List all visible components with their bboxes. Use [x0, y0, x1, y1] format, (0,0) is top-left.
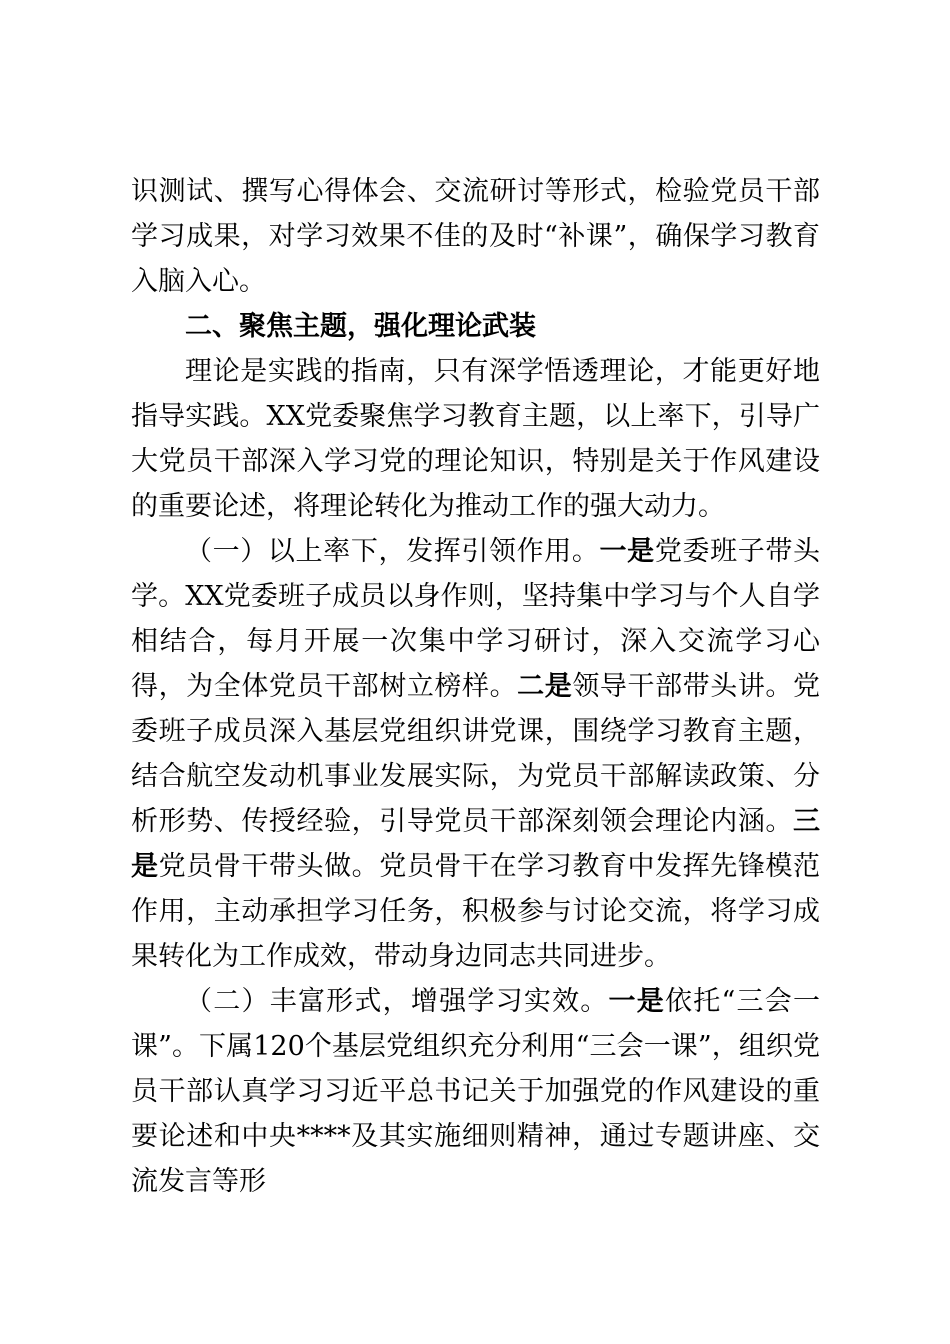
- point-label: 一是: [599, 536, 655, 567]
- subsection-2-paragraph: [131, 979, 820, 1204]
- subsection-1-paragraph: [131, 529, 820, 979]
- point-label: 二是: [517, 671, 573, 702]
- point-label: 三是: [131, 806, 820, 882]
- subsection-2-title: （二）丰富形式，增强学习实效。: [185, 986, 609, 1017]
- document-body: [131, 169, 820, 1204]
- point-label: 一是: [608, 986, 666, 1017]
- point-text: 党委班子带头学。XX党委班子成员以身作则，坚持集中学习与个人自学相结合，每月开展一次集中学习研讨，深入交流学习心得，为全体党员干部树立榜样。: [131, 536, 821, 702]
- point-text: 领导干部带头讲。党委班子成员深入基层党组织讲党课，围绕学习教育主题，结合航空发动机事业发展实际，为党员干部解读政策、分析形势、传授经验，引导党员干部深刻领会理论内涵。: [131, 671, 821, 837]
- point-text: 依托“三会一课”。下属120个基层党组织充分利用“三会一课”，组织党员干部认真学习习近平总书记关于加强党的作风建设的重要论述和中央****及其实施细则精神，通过专题讲座、交流发言等形: [131, 986, 821, 1197]
- continuation-paragraph: 识测试、撰写心得体会、交流研讨等形式，检验党员干部学习成果，对学习效果不佳的及时“补课”，确保学习教育入脑入心。: [131, 176, 820, 297]
- subsection-1-title: （一）以上率下，发挥引领作用。: [185, 536, 600, 567]
- section-heading: 二、聚焦主题，强化理论武装: [185, 311, 536, 342]
- section-intro-paragraph: 理论是实践的指南，只有深学悟透理论，才能更好地指导实践。XX党委聚焦学习教育主题，以上率下，引导广大党员干部深入学习党的理论知识，特别是关于作风建设的重要论述，将理论转化为推动工作的强大动力。: [131, 356, 820, 522]
- point-text: 党员骨干带头做。党员骨干在学习教育中发挥先锋模范作用，主动承担学习任务，积极参与讨论交流，将学习成果转化为工作成效，带动身边同志共同进步。: [131, 851, 821, 972]
